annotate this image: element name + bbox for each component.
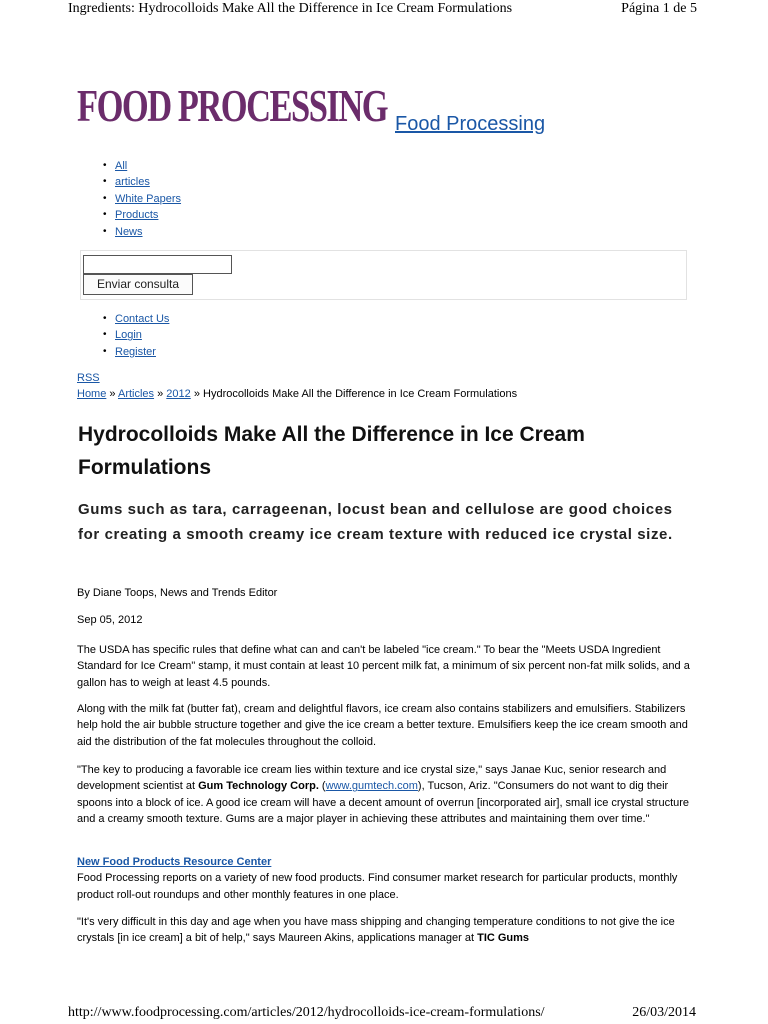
nav-item-white-papers	[103, 191, 181, 207]
nav-link-white-papers[interactable]: White Papers	[115, 192, 182, 205]
nav-link-articles[interactable]: articles	[115, 176, 150, 189]
nav-item-contact	[103, 311, 169, 327]
company-name: Gum Technology Corp.	[198, 780, 319, 793]
breadcrumb-year[interactable]: 2012	[166, 388, 191, 400]
site-home-link[interactable]: Food Processing	[395, 113, 546, 135]
nav-link-login[interactable]: Login	[115, 329, 142, 342]
account-nav	[103, 311, 169, 360]
breadcrumb-separator: »	[193, 388, 200, 400]
nav-item-products	[103, 207, 181, 223]
search-form	[80, 250, 687, 300]
nav-item-articles	[103, 174, 181, 190]
breadcrumb-separator: »	[109, 388, 116, 400]
search-input[interactable]	[83, 255, 232, 274]
main-nav	[103, 158, 181, 240]
nav-link-all[interactable]: All	[115, 160, 128, 172]
article-paragraph: Along with the milk fat (butter fat), cream and delightful flavors, ice cream also contains stabilizers and emulsifiers. Stabilizers help hold the air bubble structure together and give the ice cream a better texture. Emulsifiers keep the ice cream smooth and aid the distribution of the fat molecules throughout the colloid.	[77, 703, 688, 748]
nav-item-all	[103, 158, 181, 174]
article-paragraph	[77, 914, 697, 947]
breadcrumb-current: Hydrocolloids Make All the Difference in Ice Cream Formulations	[203, 388, 518, 400]
paragraph-text: ), Tucson, Ariz. "Consumers do not want to dig their spoons into a block of ice. A good ice cream will have a decent amount of overrun [incorporated air], small ice crystal structure and a creamy smooth texture. Gums are a major player in achieving these attributes and maintaining them over time."	[77, 780, 690, 826]
breadcrumb-separator: »	[157, 388, 164, 400]
article-paragraph: The USDA has specific rules that define what can and can't be labeled "ice cream." To bear the "Meets USDA Ingredient Standard for Ice Cream" stamp, it must contain at least 10 percent milk fat, a minimum of six percent non-fat milk solids, and a gallon has to weigh at least 4.5 pounds.	[77, 644, 690, 689]
resource-center-link[interactable]: New Food Products Resource Center	[77, 856, 272, 868]
paragraph-text: "The key to producing a favorable ice cream lies within texture and ice crystal size," says Janae Kuc, senior research and development scientist at	[77, 764, 667, 793]
breadcrumb-articles[interactable]: Articles	[117, 388, 155, 400]
nav-link-products[interactable]: Products	[115, 209, 159, 222]
site-logo[interactable]: FOOD PROCESSING	[77, 80, 388, 131]
resource-center-description: Food Processing reports on a variety of new food products. Find consumer market research for particular products, monthly product roll-out roundups and other monthly features in one place.	[77, 872, 678, 901]
rss-link[interactable]: RSS	[77, 372, 100, 384]
nav-item-login	[103, 327, 169, 343]
paragraph-text: "It's very difficult in this day and age when you have mass shipping and changing temperature conditions to not give the ice crystals [in ice cream] a bit of help," says Maureen Akins, applications manager at	[77, 916, 675, 945]
paragraph-text: (	[318, 780, 326, 793]
print-header-title: Ingredients: Hydrocolloids Make All the Difference in Ice Cream Formulations	[68, 1, 513, 16]
article-date: Sep 05, 2012	[77, 614, 143, 626]
print-header-page-number: Página 1 de 5	[621, 1, 697, 16]
print-footer-url: http://www.foodprocessing.com/articles/2012/hydrocolloids-ice-cream-formulations/	[68, 1005, 545, 1020]
site-header	[77, 78, 546, 138]
nav-item-news	[103, 224, 181, 240]
breadcrumb-home[interactable]: Home	[77, 388, 107, 400]
print-footer	[0, 1005, 768, 1023]
article-title: Hydrocolloids Make All the Difference in Ice Cream Formulations	[78, 423, 585, 479]
company-website-link[interactable]: www.gumtech.com	[325, 780, 418, 793]
nav-item-register	[103, 344, 169, 360]
search-submit-button[interactable]: Enviar consulta	[83, 274, 193, 295]
breadcrumb	[77, 388, 517, 400]
article-paragraph	[77, 762, 697, 828]
company-name: TIC Gums	[477, 932, 530, 945]
nav-link-register[interactable]: Register	[115, 345, 156, 358]
article-byline: By Diane Toops, News and Trends Editor	[77, 587, 278, 599]
print-header	[0, 0, 768, 20]
print-footer-date: 26/03/2014	[632, 1005, 696, 1020]
article-deck: Gums such as tara, carrageenan, locust bean and cellulose are good choices for creating a smooth creamy ice cream texture with reduced ice crystal size.	[78, 501, 673, 543]
nav-link-contact-us[interactable]: Contact Us	[115, 313, 170, 325]
nav-link-news[interactable]: News	[115, 225, 143, 238]
resource-center-block	[77, 854, 697, 903]
